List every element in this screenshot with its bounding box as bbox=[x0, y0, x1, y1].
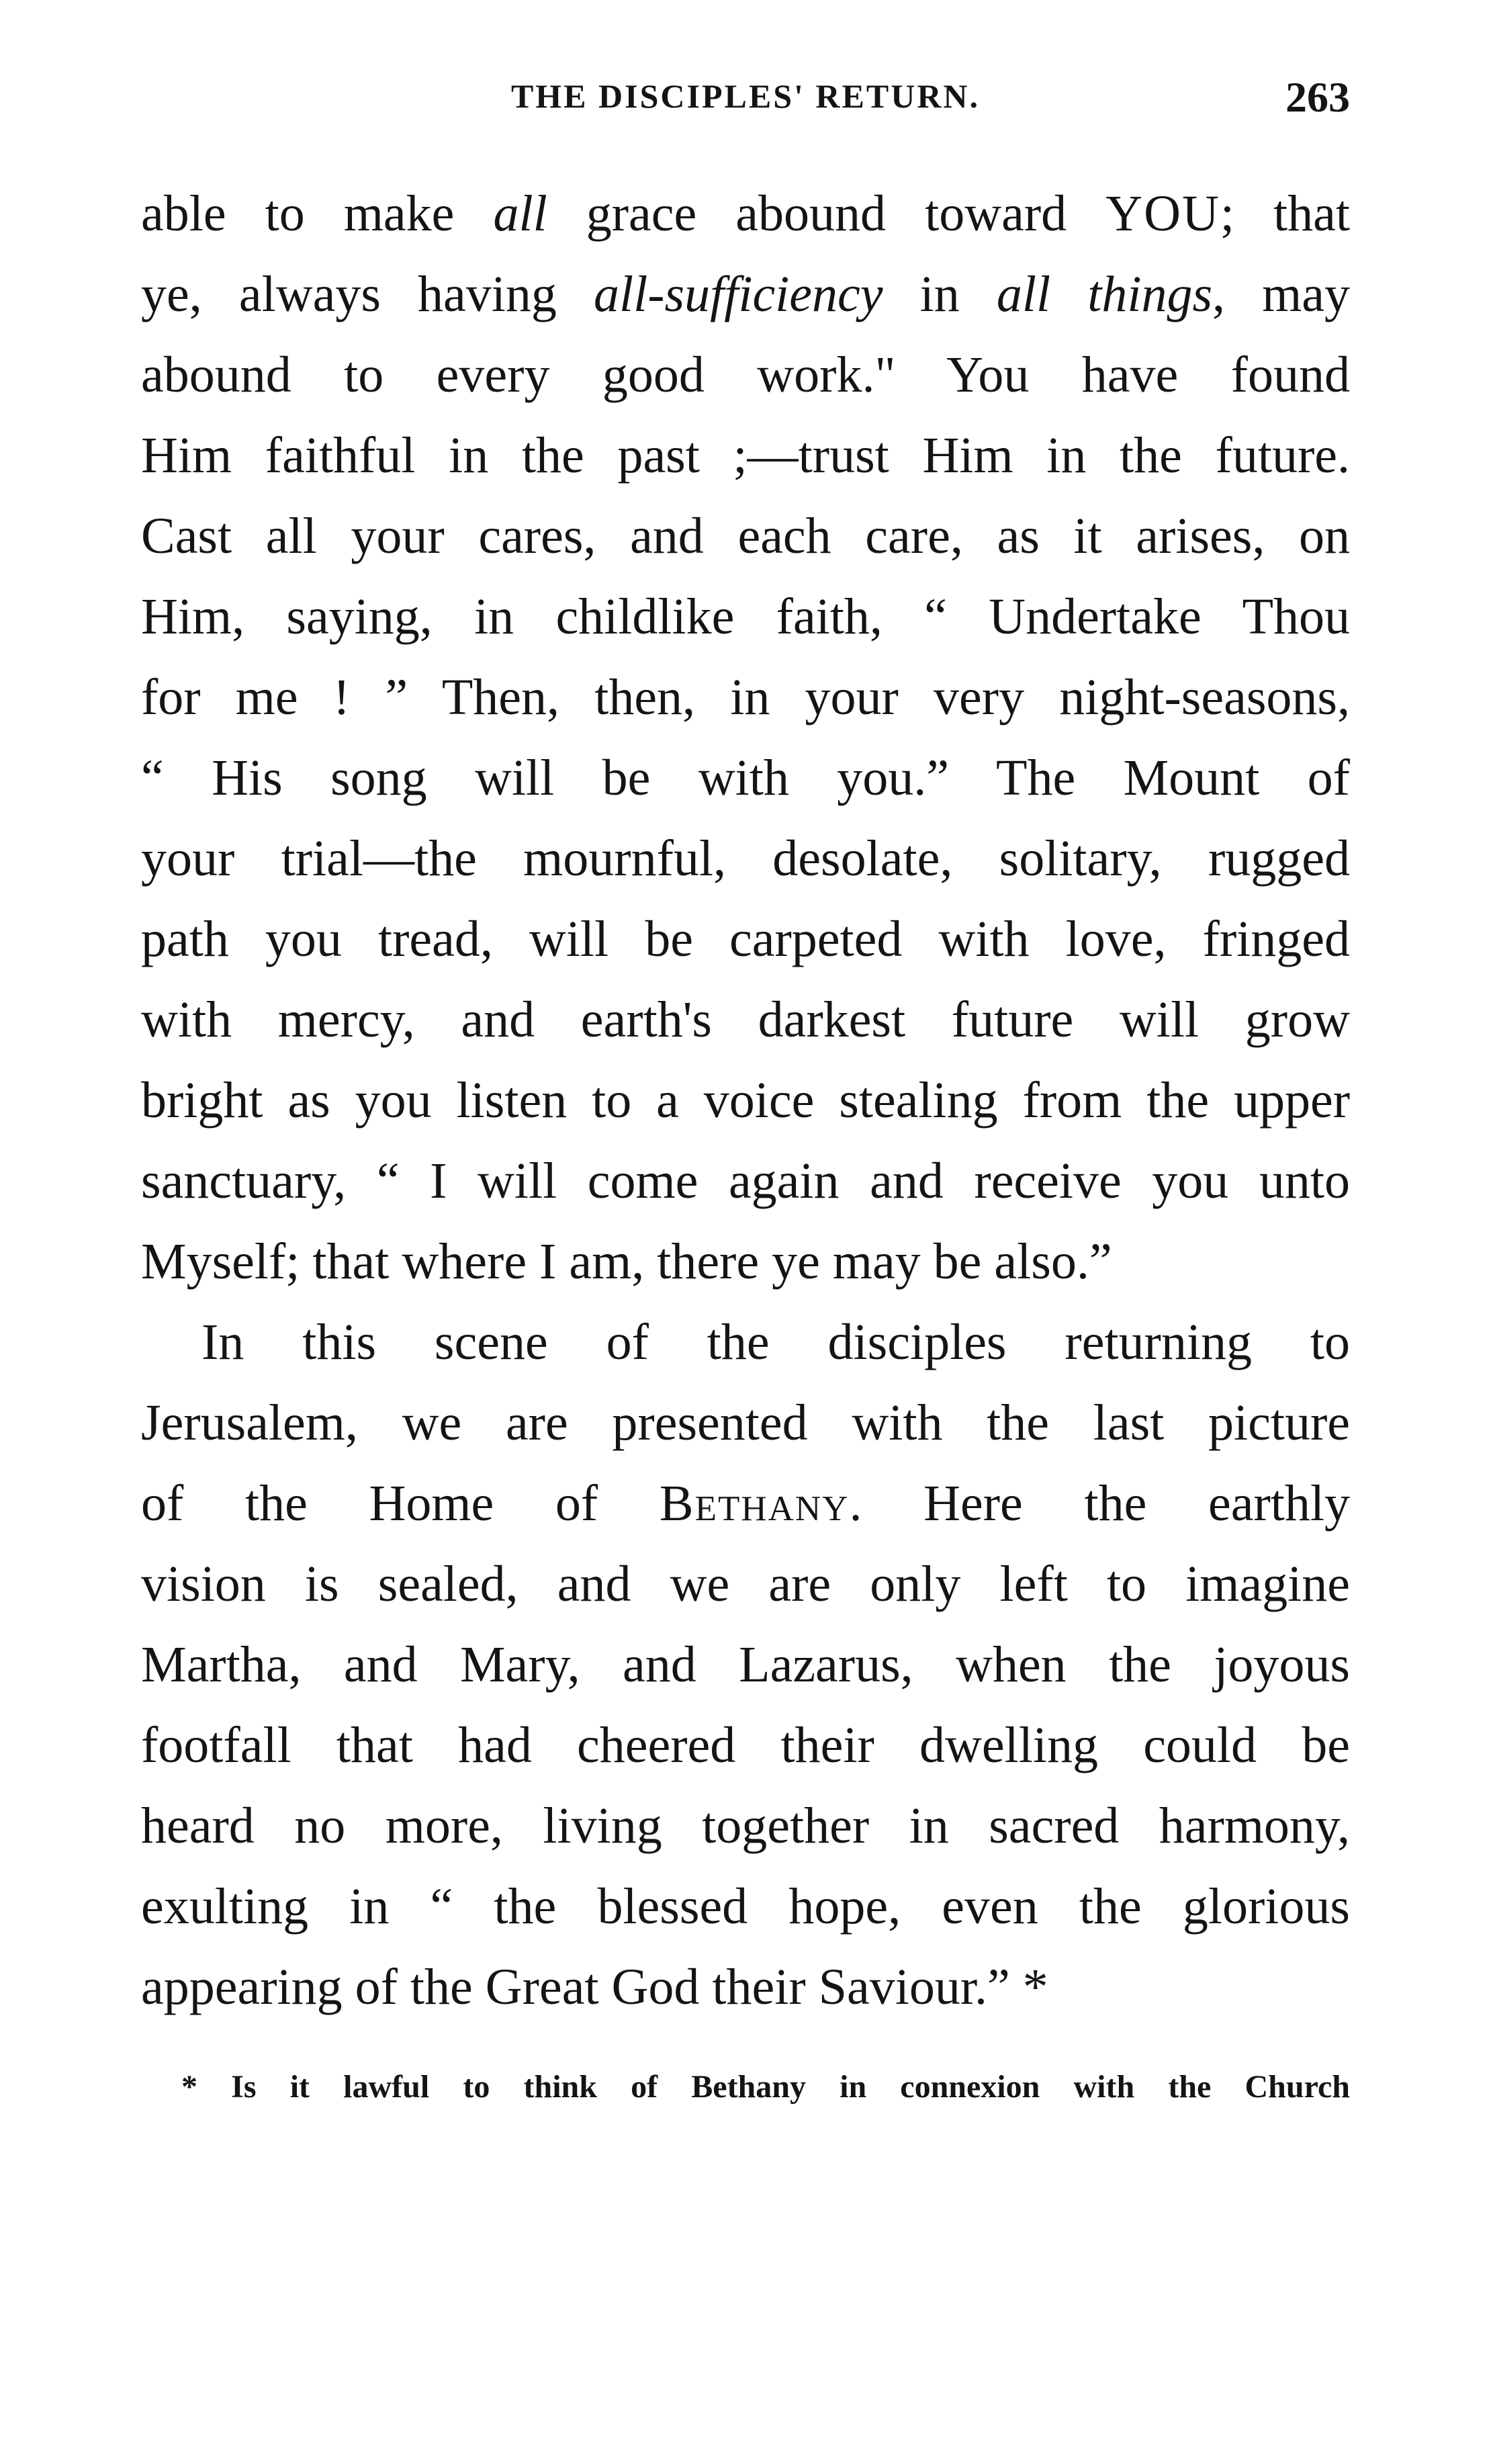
text-line-14: Myself; that where I am, there ye may be also.” bbox=[141, 1233, 1112, 1290]
text-line-4: Him faithful in the past ;—trust Him in the future. bbox=[141, 427, 1350, 484]
text-line-6: Him, saying, in childlike faith, “ Undertake Thou bbox=[141, 588, 1350, 645]
text-line-1: able to make all grace abound toward YOU; that bbox=[141, 185, 1350, 242]
text-line-7: for me ! ” Then, then, in your very night-seasons, bbox=[141, 669, 1350, 725]
text-line-15: In this scene of the disciples returning to bbox=[201, 1314, 1350, 1370]
text-line-19: Martha, and Mary, and Lazarus, when the joyous bbox=[141, 1636, 1350, 1693]
text-line-13: sanctuary, “ I will come again and receive you unto bbox=[141, 1153, 1350, 1209]
text-line-17: of the Home of Bethany. Here the earthly bbox=[141, 1475, 1350, 1532]
text-line-10: path you tread, will be carpeted with love, fringed bbox=[141, 911, 1350, 967]
text-line-3: abound to every good work." You have found bbox=[141, 347, 1350, 403]
text-line-11: with mercy, and earth's darkest future will grow bbox=[141, 992, 1350, 1048]
text-line-21: heard no more, living together in sacred harmony, bbox=[141, 1798, 1350, 1854]
running-title: THE DISCIPLES' RETURN. bbox=[510, 77, 981, 115]
running-head bbox=[141, 73, 1350, 133]
text-line-16: Jerusalem, we are presented with the last picture bbox=[141, 1395, 1350, 1451]
footnote: * Is it lawful to think of Bethany in connexion with the Church bbox=[181, 2069, 1350, 2105]
text-line-9: your trial—the mournful, desolate, solitary, rugged bbox=[141, 830, 1350, 887]
text-line-22: exulting in “ the blessed hope, even the glorious bbox=[141, 1878, 1350, 1935]
text-line-5: Cast all your cares, and each care, as it arises, on bbox=[141, 508, 1350, 564]
text-line-20: footfall that had cheered their dwelling could be bbox=[141, 1717, 1350, 1773]
page-number: 263 bbox=[1285, 73, 1350, 121]
text-line-8: “ His song will be with you.” The Mount of bbox=[141, 750, 1350, 806]
text-line-18: vision is sealed, and we are only left to imagine bbox=[141, 1556, 1350, 1612]
text-line-23: appearing of the Great God their Saviour.” * bbox=[141, 1959, 1048, 2015]
body-text bbox=[141, 173, 1350, 2027]
text-line-2: ye, always having all-sufficiency in all things, may bbox=[141, 266, 1350, 322]
text-line-12: bright as you listen to a voice stealing from the upper bbox=[141, 1072, 1350, 1129]
